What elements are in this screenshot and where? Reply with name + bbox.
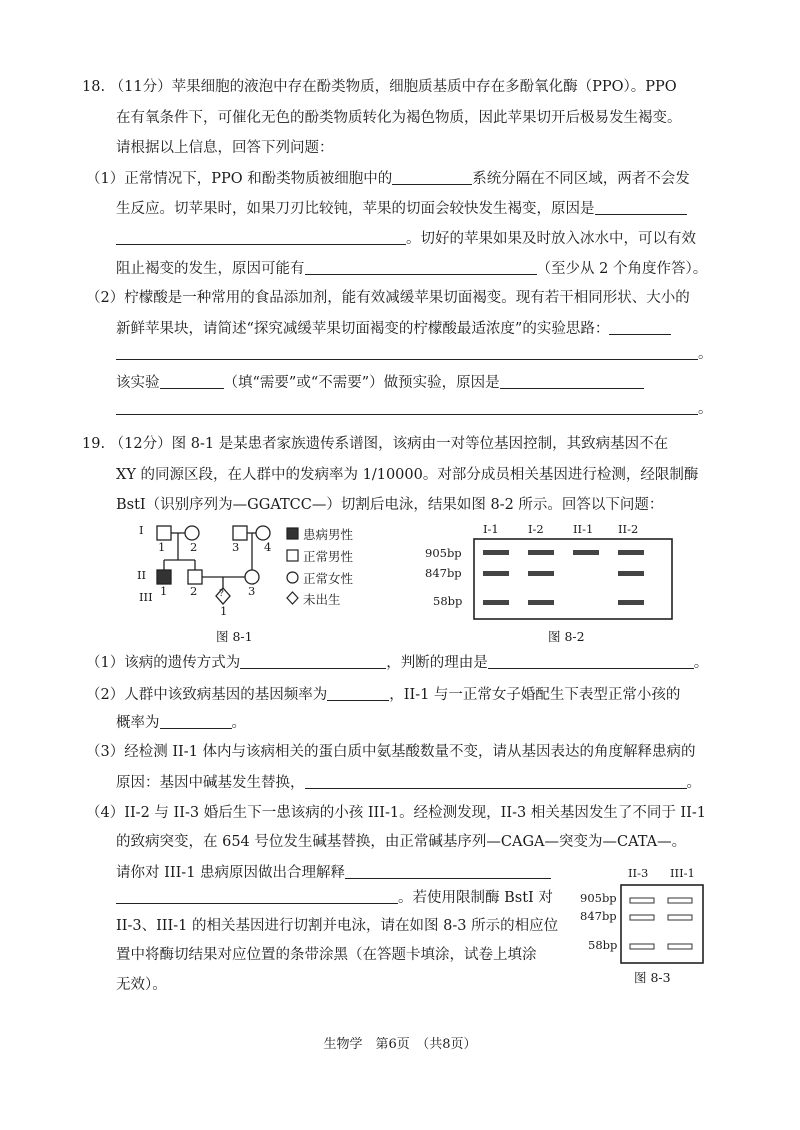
gel-8-3-box — [620, 884, 704, 964]
q18-sub2-line-3 — [116, 343, 713, 364]
gel82-band-I1-905 — [483, 550, 509, 555]
q19-sub4-text-d: 。若使用限制酶 BstI 对 — [398, 890, 553, 906]
q18-sub2-line-5 — [116, 398, 713, 419]
pedigree-figure — [135, 520, 425, 630]
pedigree-II1-affected-male — [157, 570, 171, 584]
q18-sub2-text-f: 。 — [698, 401, 713, 417]
q19-sub3-line-1: （3）经检测 II-1 体内与该病相关的蛋白质中氨基酸数量不变，请从基因表达的角度解释患病的 — [86, 744, 696, 760]
gel82-band-I2-58 — [528, 600, 554, 605]
q18-sub2-line-4 — [116, 372, 644, 393]
q19-sub4-line-6: 置中将酶切结果对应位置的条带涂黑（在答题卡填涂，试卷上填涂 — [116, 947, 537, 963]
q18-line-2: 在有氧条件下，可催化无色的酚类物质转化为褐色物质，因此苹果切开后极易发生褐变。 — [116, 110, 682, 126]
q18-sub2-text-d: 该实验 — [116, 375, 160, 391]
page-footer: 生物学 第6页 （共8页） — [323, 1037, 477, 1052]
figure-8-1-caption: 图 8-1 — [216, 629, 253, 644]
q18-sub1-line-3 — [116, 228, 696, 249]
gel82-lane-label: I-2 — [528, 522, 544, 536]
pedigree-num-I3: 3 — [232, 540, 240, 554]
q18-sub1-text-a: （1）正常情况下，PPO 和酚类物质被细胞中的 — [86, 171, 393, 187]
q19-sub2-text-c: 概率为 — [116, 715, 160, 731]
q19-sub2-text-a: （2）人群中该致病基因的基因频率为 — [86, 687, 328, 703]
answer-blank[interactable] — [160, 712, 232, 729]
q19-sub1-line — [86, 652, 708, 673]
gel82-band-II2-847 — [618, 571, 644, 576]
q19-sub4-line-4 — [116, 887, 553, 908]
q19-sub2-text-b: ，II-1 与一正常女子婚配生下表型正常小孩的 — [389, 687, 681, 703]
legend-affected-male-icon — [287, 528, 298, 539]
legend-normal-female: 正常女性 — [303, 571, 354, 586]
legend-affected-male: 患病男性 — [303, 527, 354, 542]
pedigree-gen-II: II — [137, 568, 147, 582]
gel82-lane-label: I-1 — [483, 522, 499, 536]
gel83-lane-label: II-3 — [628, 866, 649, 880]
q18-line-1: 18. （11分）苹果细胞的液泡中存在酚类物质，细胞质基质中存在多酚氧化酶（PPO）。PPO — [82, 79, 677, 95]
legend-normal-female-icon — [287, 572, 298, 583]
gel82-band-I1-58 — [483, 600, 509, 605]
q18-sub2-line-1: （2）柠檬酸是一种常用的食品添加剂，能有效减缓苹果切面褐变。现有若干相同形状、大小的 — [86, 290, 690, 306]
q18-sub1-line-1 — [86, 168, 690, 189]
q18-sub1-text-b: 系统分隔在不同区域，两者不会发 — [472, 171, 690, 187]
legend-unborn: 未出生 — [303, 592, 341, 607]
pedigree-num-II2: 2 — [190, 584, 198, 598]
q18-sub2-line-2 — [116, 318, 671, 339]
answer-blank[interactable] — [305, 258, 537, 275]
q19-sub3-text-b: 原因：基因中碱基发生替换， — [116, 775, 305, 791]
gel83-size-label: 905bp — [580, 891, 617, 905]
gel83-slot-III1-58[interactable] — [668, 944, 692, 949]
pedigree-unborn-mark: ? — [219, 589, 224, 599]
gel82-lane-label: II-1 — [573, 522, 594, 536]
gel83-size-label: 847bp — [580, 909, 617, 923]
answer-blank[interactable] — [500, 372, 644, 389]
q19-sub2-line-2 — [116, 712, 246, 733]
gel82-lane-label: II-2 — [618, 522, 639, 536]
q18-sub1-text-c: 生反应。切苹果时，如果刀刃比较钝，苹果的切面会较快发生褐变，原因是 — [116, 201, 595, 217]
q18-sub1-line-4 — [116, 258, 707, 279]
gel82-band-I1-847 — [483, 571, 509, 576]
answer-blank[interactable] — [609, 318, 671, 335]
gel82-size-label: 58bp — [433, 594, 463, 608]
gel-8-2-figure — [425, 520, 695, 620]
figure-8-2-caption: 图 8-2 — [548, 629, 585, 644]
pedigree-II3-normal-female — [245, 570, 259, 584]
pedigree-legend-symbols — [285, 526, 301, 616]
pedigree-I3-normal-male — [233, 526, 247, 540]
gel82-band-I2-905 — [528, 550, 554, 555]
gel83-size-label: 58bp — [588, 938, 618, 952]
answer-blank[interactable] — [392, 168, 472, 185]
pedigree-II2-normal-male — [188, 570, 202, 584]
gel83-slot-III1-847[interactable] — [668, 915, 692, 920]
answer-blank[interactable] — [116, 398, 698, 415]
q19-sub1-text-c: 。 — [693, 655, 709, 671]
answer-blank[interactable] — [305, 772, 687, 789]
answer-blank[interactable] — [160, 372, 224, 389]
q19-sub3-text-c: 。 — [686, 775, 701, 791]
q18-line-3: 请根据以上信息，回答下列问题： — [116, 140, 334, 156]
q19-sub4-text-c: 请你对 III-1 患病原因做出合理解释 — [116, 865, 346, 881]
gel83-lane-label: III-1 — [670, 866, 695, 880]
pedigree-num-III1: 1 — [220, 604, 228, 618]
q19-line-2: XY 的同源区段，在人群中的发病率为 1/10000。对部分成员相关基因进行检测，经限制酶 — [116, 467, 699, 483]
pedigree-num-II1: 1 — [160, 584, 168, 598]
q18-sub1-text-e: 阻止褐变的发生，原因可能有 — [116, 261, 305, 277]
pedigree-I2-normal-female — [185, 526, 199, 540]
gel83-slot-II3-847[interactable] — [630, 915, 654, 920]
pedigree-num-I4: 4 — [264, 540, 272, 554]
q19-sub1-text-b: ，判断的理由是 — [386, 655, 488, 671]
q18-sub1-line-2 — [116, 198, 687, 219]
answer-blank[interactable] — [116, 887, 398, 904]
q19-sub2-text-d: 。 — [231, 715, 246, 731]
answer-blank[interactable] — [116, 343, 698, 360]
pedigree-I1-normal-male — [157, 526, 171, 540]
gel83-slot-II3-58[interactable] — [630, 944, 654, 949]
q18-sub2-text-e: （填“需要”或“不需要”）做预实验，原因是 — [223, 375, 500, 391]
gel-8-3-figure — [580, 866, 710, 966]
q18-sub1-text-f: （至少从 2 个角度作答）。 — [536, 261, 708, 277]
answer-blank[interactable] — [595, 198, 687, 215]
q18-sub1-text-d: 。切好的苹果如果及时放入冰水中，可以有效 — [406, 231, 696, 247]
gel82-band-II2-905 — [618, 550, 644, 555]
legend-normal-male: 正常男性 — [303, 549, 354, 564]
pedigree-I4-normal-female — [256, 526, 270, 540]
gel82-size-label: 905bp — [425, 546, 462, 560]
q19-line-3: BstI（识别序列为—GGATCC—）切割后电泳，结果如图 8-2 所示。回答以下问题： — [116, 497, 664, 513]
q19-sub4-line-3 — [116, 862, 551, 883]
q19-sub3-line-2 — [116, 772, 701, 793]
answer-blank[interactable] — [488, 652, 694, 669]
gel82-band-II1-905 — [573, 550, 599, 555]
q18-sub2-text-c: 。 — [698, 346, 713, 362]
legend-normal-male-icon — [287, 550, 298, 561]
gel83-slot-II3-905[interactable] — [630, 898, 654, 903]
q19-sub1-text-a: （1）该病的遗传方式为 — [86, 655, 241, 671]
gel-8-2-box — [473, 538, 673, 620]
pedigree-num-I2: 2 — [190, 540, 198, 554]
pedigree-num-II3: 3 — [248, 584, 256, 598]
gel82-band-I2-847 — [528, 571, 554, 576]
answer-blank[interactable] — [240, 652, 386, 669]
legend-unborn-icon — [287, 592, 298, 604]
answer-blank[interactable] — [327, 684, 389, 701]
pedigree-chart — [135, 520, 425, 630]
gel83-slot-III1-905[interactable] — [668, 898, 692, 903]
gel82-size-label: 847bp — [425, 566, 462, 580]
q19-sub4-line-5: II-3、III-1 的相关基因进行切割并电泳，请在如图 8-3 所示的相应位 — [116, 918, 559, 934]
answer-blank[interactable] — [116, 228, 406, 245]
gel82-band-II2-58 — [618, 600, 644, 605]
figure-8-3-caption: 图 8-3 — [634, 970, 671, 985]
pedigree-num-I1: 1 — [158, 540, 166, 554]
q18-sub2-text-b: 新鲜苹果块，请简述“探究减缓苹果切面褐变的柠檬酸最适浓度”的实验思路： — [116, 321, 610, 337]
q19-line-1: 19. （12分）图 8-1 是某患者家族遗传系谱图，该病由一对等位基因控制，其致病基因不在 — [82, 436, 669, 452]
q19-sub2-line-1 — [86, 684, 680, 705]
pedigree-gen-III: III — [139, 590, 153, 604]
q19-sub4-line-7: 无效）。 — [116, 977, 167, 993]
q19-sub4-line-2: 的致病突变，在 654 号位发生碱基替换，由正常碱基序列—CAGA—突变为—CATA—。 — [116, 834, 687, 850]
pedigree-gen-I: I — [139, 523, 144, 537]
answer-blank[interactable] — [345, 862, 551, 879]
q19-sub4-line-1: （4）II-2 与 II-3 婚后生下一患该病的小孩 III-1。经检测发现，II-3 相关基因发生了不同于 II-1 — [86, 805, 707, 821]
